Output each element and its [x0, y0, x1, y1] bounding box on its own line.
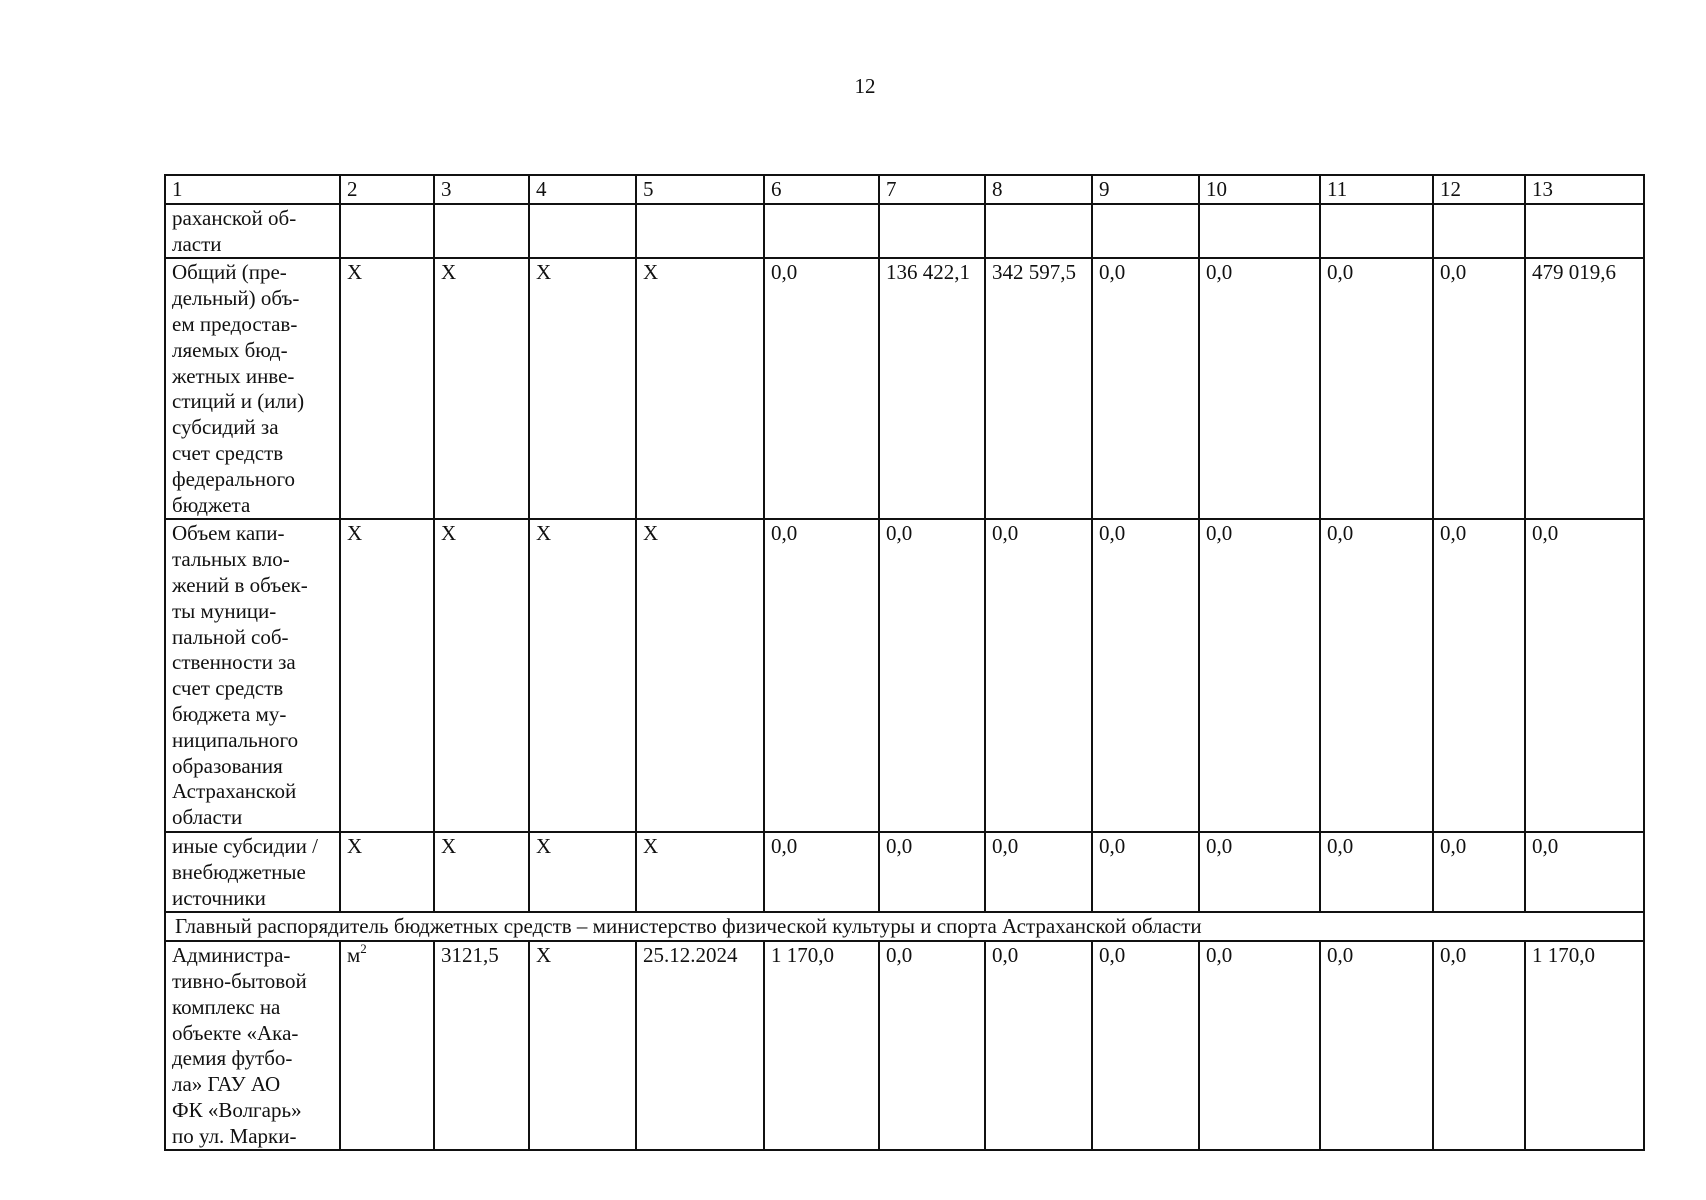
table-cell: 0,0: [1092, 832, 1199, 912]
table-cell: X: [434, 519, 529, 832]
table-cell: X: [529, 258, 636, 519]
table-row: [165, 832, 1644, 912]
table-cell: 342 597,5: [985, 258, 1092, 519]
table-cell: 136 422,1: [879, 258, 985, 519]
table-cell: [1092, 204, 1199, 259]
table-cell: 3121,5: [434, 941, 529, 1150]
row-name-cell: Администра- тивно-бытовой комплекс на объекте «Ака- демия футбо- ла» ГАУ АО ФК «Волгарь» по ул. Марки-: [165, 941, 340, 1150]
unit-cell: [340, 941, 434, 1150]
header-cell: 12: [1433, 175, 1525, 204]
table-cell: 0,0: [1092, 941, 1199, 1150]
header-cell: 8: [985, 175, 1092, 204]
table-cell: [636, 204, 764, 259]
table-cell: [340, 204, 434, 259]
table-cell: 0,0: [879, 519, 985, 832]
table-cell: 0,0: [1433, 941, 1525, 1150]
row-name-cell: Общий (пре- дельный) объ- ем предостав- ляемых бюд- жетных инве- стиций и (или) субсидий за счет средств федерального бюджета: [165, 258, 340, 519]
table-cell: X: [529, 519, 636, 832]
table-cell: 0,0: [1433, 832, 1525, 912]
table-cell: X: [636, 832, 764, 912]
table-cell: [985, 204, 1092, 259]
table-cell: 0,0: [1199, 832, 1320, 912]
table-cell: 0,0: [985, 519, 1092, 832]
budget-table: [164, 174, 1645, 1151]
table-cell: 0,0: [764, 832, 879, 912]
table-row: [165, 258, 1644, 519]
table-cell: 0,0: [764, 519, 879, 832]
table-cell: X: [636, 258, 764, 519]
table-cell: X: [340, 519, 434, 832]
table-cell: 479 019,6: [1525, 258, 1644, 519]
header-cell: 2: [340, 175, 434, 204]
table-cell: 0,0: [1320, 258, 1433, 519]
table-cell: 0,0: [879, 941, 985, 1150]
table-cell: 0,0: [1433, 258, 1525, 519]
header-cell: 9: [1092, 175, 1199, 204]
table-cell: 0,0: [1320, 832, 1433, 912]
table-cell: 0,0: [1199, 258, 1320, 519]
table-cell: 0,0: [1525, 832, 1644, 912]
table-cell: 1 170,0: [1525, 941, 1644, 1150]
table-cell: [434, 204, 529, 259]
header-cell: 5: [636, 175, 764, 204]
table-cell: X: [434, 258, 529, 519]
table-cell: [879, 204, 985, 259]
table-cell: 0,0: [1199, 519, 1320, 832]
table-cell: X: [529, 941, 636, 1150]
header-cell: 3: [434, 175, 529, 204]
table-cell: 0,0: [879, 832, 985, 912]
table-cell: [1525, 204, 1644, 259]
table-cell: [764, 204, 879, 259]
table-cell: [1199, 204, 1320, 259]
unit-text: м: [347, 943, 361, 968]
table-cell: X: [340, 832, 434, 912]
header-cell: 7: [879, 175, 985, 204]
table-cell: 0,0: [1092, 258, 1199, 519]
table-cell: X: [529, 832, 636, 912]
table-cell: 0,0: [1525, 519, 1644, 832]
table-cell: [1320, 204, 1433, 259]
table-cell: 1 170,0: [764, 941, 879, 1150]
header-cell: 10: [1199, 175, 1320, 204]
table-cell: X: [636, 519, 764, 832]
table-cell: 0,0: [1092, 519, 1199, 832]
table-cell: 0,0: [985, 941, 1092, 1150]
section-title: Главный распорядитель бюджетных средств – министерство физической культуры и спорта Астраханской области: [165, 912, 1644, 941]
row-name-cell: раханской об- ласти: [165, 204, 340, 259]
page-number: 12: [854, 74, 876, 98]
table-cell: 0,0: [764, 258, 879, 519]
table-row: [165, 519, 1644, 832]
unit-superscript: 2: [360, 941, 367, 957]
table-cell: 0,0: [1320, 941, 1433, 1150]
table-cell: [1433, 204, 1525, 259]
table-cell: 0,0: [1433, 519, 1525, 832]
table-cell: X: [340, 258, 434, 519]
table-cell: 25.12.2024: [636, 941, 764, 1150]
header-row: [165, 175, 1644, 204]
section-row: [165, 912, 1644, 941]
header-cell: 6: [764, 175, 879, 204]
table-row: [165, 204, 1644, 259]
header-cell: 1: [165, 175, 340, 204]
object-row: [165, 941, 1644, 1150]
row-name-cell: иные субсидии / внебюджетные источники: [165, 832, 340, 912]
header-cell: 11: [1320, 175, 1433, 204]
header-cell: 13: [1525, 175, 1644, 204]
table-cell: 0,0: [1320, 519, 1433, 832]
table-cell: [529, 204, 636, 259]
table-cell: X: [434, 832, 529, 912]
table-cell: 0,0: [1199, 941, 1320, 1150]
row-name-cell: Объем капи- тальных вло- жений в объек- ты муници- пальной соб- ственности за счет средств бюджета му- ниципального образования Астраханской области: [165, 519, 340, 832]
header-cell: 4: [529, 175, 636, 204]
table-cell: 0,0: [985, 832, 1092, 912]
